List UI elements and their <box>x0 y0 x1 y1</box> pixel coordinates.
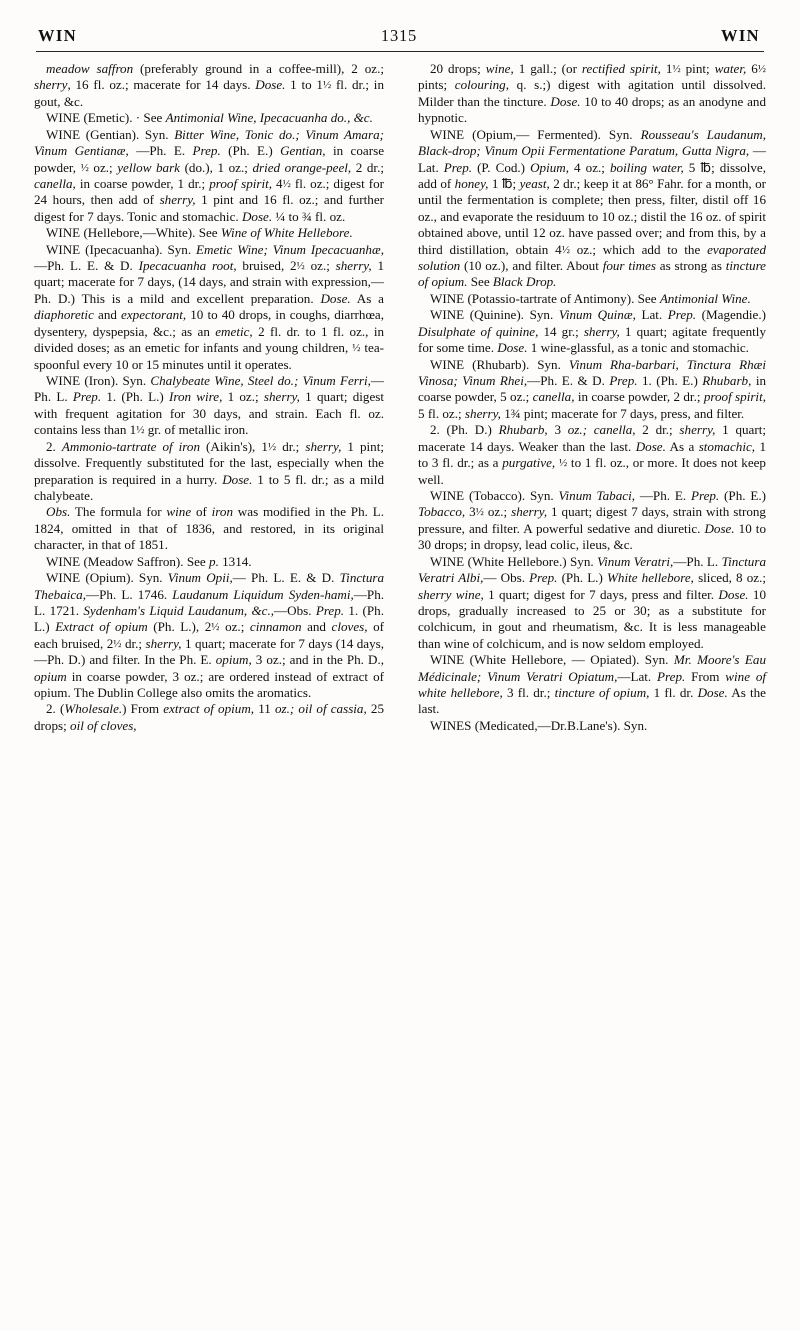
entry-paragraph: WINE (White Hellebore, — Opiated). Syn. Mr. Moore's Eau Médicinale; Vinum Veratri Opiatum,—Lat. Prep. From wine of white hellebore, 3 fl. dr.; tincture of opium, 1 fl. dr. Dose. As the last. <box>418 652 767 717</box>
entry-paragraph: WINE (Meadow Saffron). See p. 1314. <box>46 553 252 569</box>
entry-paragraph: WINE (Opium,— Fermented). Syn. Rousseau's Laudanum, Black-drop; Vinum Opii Fermentatione Paratum, Gutta Nigra, —Lat. Prep. (P. Cod.) Opium, 4 oz.; boiling water, 5 ℔; dissolve, add of honey, 1 ℔; yeast, 2 dr.; keep it at 86° Fahr. for a month, or until the fermentation is complete; then press, filter, distil off 16 oz., and evaporate the residuum to 10 oz.; distil the 16 oz. of spirit obtained above, until 12 oz. have passed over; and from this, by a third distillation, obtain 4½ oz.; which add to the evaporated solution (10 oz.), and filter. About four times as strong as tincture of opium. See Black Drop. <box>418 126 766 290</box>
entry-paragraph: 2. Ammonio-tartrate of iron (Aikin's), 1½ dr.; sherry, 1 pint; dissolve. Frequently substituted for the last, especially when the preparation is required in a hurry. Dose. 1 to 5 fl. dr.; as a mild chalybeate. <box>34 438 384 503</box>
header-rule <box>36 51 764 52</box>
entry-paragraph: 20 drops; wine, 1 gall.; (or rectified spirit, 1½ pint; water, 6½ pints; colouring, q. s.;) digest with agitation until dissolved. Milder than the tincture. Dose. 10 to 40 drops; as an anodyne and hypnotic. <box>418 61 766 126</box>
running-head-right: WIN <box>720 26 760 45</box>
entry-paragraph: WINE (White Hellebore.) Syn. Vinum Veratri,—Ph. L. Tinctura Veratri Albi,— Obs. Prep. (Ph. L.) White hellebore, sliced, 8 oz.; sherry wine, 1 quart; digest for 7 days, press and filter. Dose. 10 drops, gradually increased to 25 or 30; as a substitute for colchicum, in gout and rheumatism, &c. It is less manageable than wine of colchicum, and is now seldom employed. <box>418 553 767 651</box>
entry-paragraph: WINES (Medicated,—Dr.B.Lane's). Syn. <box>430 717 648 733</box>
running-head <box>34 26 766 46</box>
two-column-body <box>34 61 766 1286</box>
entry-paragraph: 2. (Wholesale.) From extract of opium, 11 oz.; oil of cassia, 25 drops; oil of cloves, <box>34 701 384 733</box>
entry-paragraph: WINE (Iron). Syn. Chalybeate Wine, Steel do.; Vinum Ferri,—Ph. L. Prep. 1. (Ph. L.) Iron wire, 1 oz.; sherry, 1 quart; digest with frequent agitation for 30 days, and strain. Each fl. oz. contains less than 1½ gr. of metallic iron. <box>34 373 385 438</box>
left-column <box>34 61 400 1286</box>
entry-paragraph: WINE (Potassio-tartrate of Antimony). See Antimonial Wine. <box>430 290 751 306</box>
entry-paragraph: meadow saffron (preferably ground in a coffee-mill), 2 oz.; sherry, 16 fl. oz.; macerate for 14 days. Dose. 1 to 1½ fl. dr.; in gout, &c. <box>34 61 384 109</box>
entry-paragraph: WINE (Ipecacuanha). Syn. Emetic Wine; Vinum Ipecacuanhæ,—Ph. L. E. & D. Ipecacuanha root, bruised, 2½ oz.; sherry, 1 quart; macerate for 7 days, (14 days, and strain with expression,—Ph. D.) This is a mild and excellent preparation. Dose. As a diaphoretic and expectorant, 10 to 40 drops, in coughs, diarrhœa, dysentery, dyspepsia, &c.; as an emetic, 2 fl. dr. to 1 fl. oz., in divided doses; as an emetic for infants and young children, ½ tea-spoonful every 10 or 15 minutes until it operates. <box>34 241 385 372</box>
entry-paragraph: WINE (Emetic). · See Antimonial Wine, Ipecacuanha do., &c. <box>46 110 373 126</box>
entry-paragraph: WINE (Tobacco). Syn. Vinum Tabaci, —Ph. E. Prep. (Ph. E.) Tobacco, 3½ oz.; sherry, 1 quart; digest 7 days, strain with strong pressure, and filter. A powerful sedative and diuretic. Dose. 10 to 30 drops; in dropsy, lead colic, ileus, &c. <box>418 487 766 553</box>
entry-paragraph: 2. (Ph. D.) Rhubarb, 3 oz.; canella, 2 dr.; sherry, 1 quart; macerate 14 days. Weaker than the last. Dose. As a stomachic, 1 to 3 fl. dr.; as a purgative, ½ to 1 fl. oz., or more. It does not keep well. <box>418 422 766 487</box>
entry-paragraph: WINE (Opium). Syn. Vinum Opii,— Ph. L. E. & D. Tinctura Thebaica,—Ph. L. 1746. Laudanum Liquidum Syden-hami,—Ph. L. 1721. Sydenham's Liquid Laudanum, &c.,—Obs. Prep. 1. (Ph. L.) Extract of opium (Ph. L.), 2½ oz.; cinnamon and cloves, of each bruised, 2½ dr.; sherry, 1 quart; macerate for 7 days (14 days,—Ph. D.) and filter. In the Ph. E. opium, 3 oz.; and in the Ph. D., opium in coarse powder, 3 oz.; are ordered instead of extract of opium. The Dublin College also omits the aromatics. <box>34 570 385 701</box>
entry-paragraph: WINE (Gentian). Syn. Bitter Wine, Tonic do.; Vinum Amara; Vinum Gentianæ, —Ph. E. Prep. (Ph. E.) Gentian, in coarse powder, ½ oz.; yellow bark (do.), 1 oz.; dried orange-peel, 2 dr.; canella, in coarse powder, 1 dr.; proof spirit, 4½ fl. oz.; digest for 24 hours, then add of sherry, 1 pint and 16 fl. oz.; and further digest for 7 days. Tonic and stomachic. Dose. ¼ to ¾ fl. oz. <box>34 126 384 224</box>
running-head-left: WIN <box>38 26 78 45</box>
entry-paragraph: Obs. The formula for wine of iron was modified in the Ph. L. 1824, omitted in that of 1836, and restored, in its original character, in that of 1851. <box>34 504 384 553</box>
entry-paragraph: WINE (Hellebore,—White). See Wine of White Hellebore. <box>46 225 353 241</box>
page-number: 1315 <box>380 26 418 45</box>
entry-paragraph: WINE (Rhubarb). Syn. Vinum Rha-barbari, Tinctura Rhæi Vinosa; Vinum Rhei,—Ph. E. & D. Prep. 1. (Ph. E.) Rhubarb, in coarse powder, 5 oz.; canella, in coarse powder, 2 dr.; proof spirit, 5 fl. oz.; sherry, 1¾ pint; macerate for 7 days, press, and filter. <box>418 356 767 421</box>
entry-paragraph: WINE (Quinine). Syn. Vinum Quinæ, Lat. Prep. (Magendie.) Disulphate of quinine, 14 gr.; sherry, 1 quart; agitate frequently for some time. Dose. 1 wine-glassful, as a tonic and stomachic. <box>418 307 766 356</box>
right-column <box>400 61 766 1286</box>
